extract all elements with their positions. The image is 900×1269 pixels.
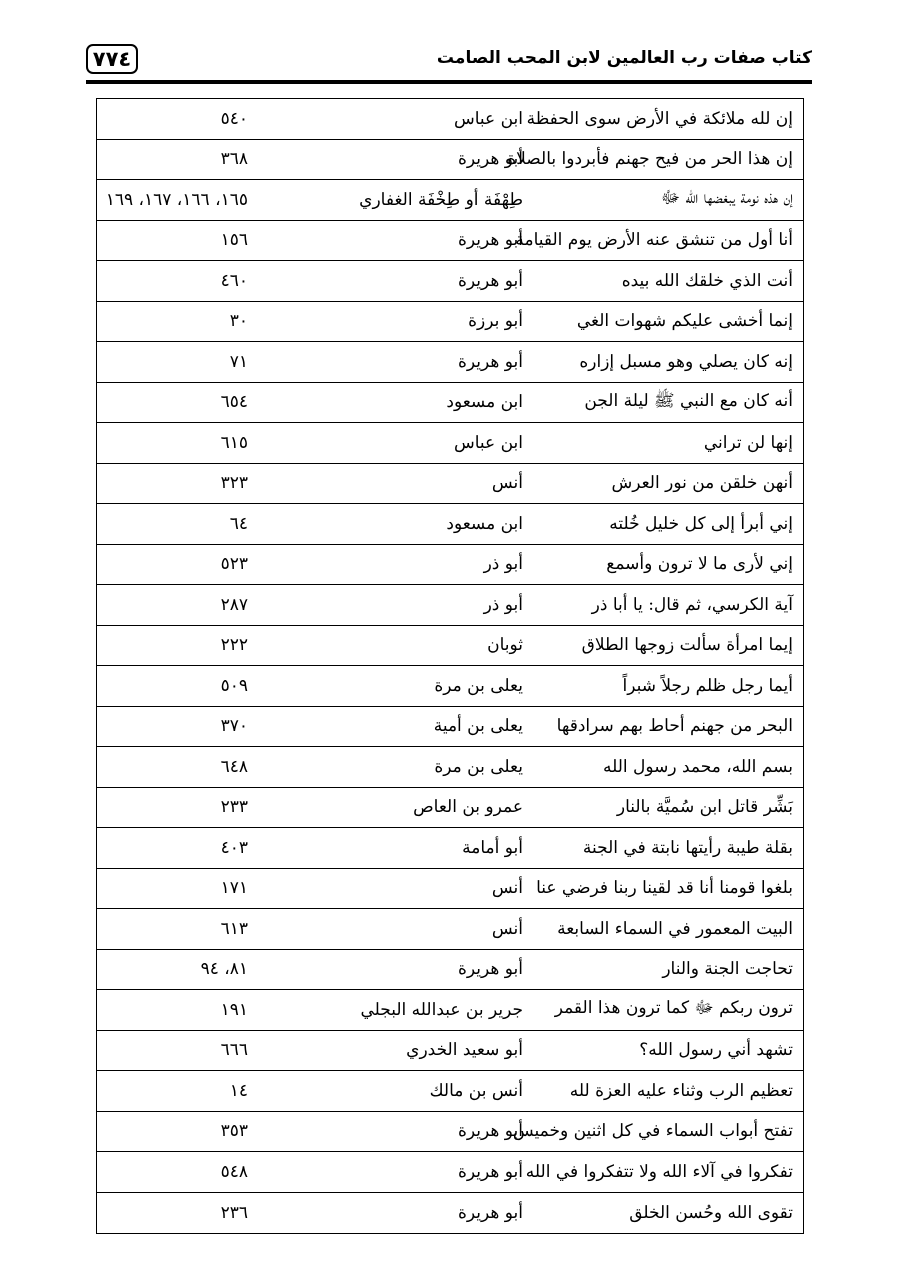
narrator: جرير بن عبدالله البجلي <box>360 999 523 1020</box>
page-references: ١٩١ <box>220 999 248 1020</box>
table-row <box>97 909 803 950</box>
page-references: ٣٦٨ <box>220 149 248 170</box>
hadith-text: أنه كان مع النبي ﷺ ليلة الجن <box>584 390 793 411</box>
table-row <box>97 261 803 302</box>
table-row <box>97 342 803 383</box>
table-row <box>97 990 803 1031</box>
narrator: أنس <box>491 473 523 494</box>
narrator: أبو ذر <box>483 554 523 575</box>
table-row <box>97 1152 803 1193</box>
table-row <box>97 1071 803 1112</box>
table-row <box>97 464 803 505</box>
hadith-text: تشهد أني رسول الله؟ <box>639 1040 793 1061</box>
table-row <box>97 626 803 667</box>
narrator: أبو هريرة <box>457 959 523 980</box>
table-row <box>97 99 803 140</box>
hadith-text: إن هذه نومة يبغضها الله ﷻ <box>660 188 793 209</box>
table-row <box>97 828 803 869</box>
hadith-text: تفكروا في آلاء الله ولا تتفكروا في الله <box>525 1161 793 1182</box>
narrator: أنس <box>491 918 523 939</box>
page-references: ٥٤٨ <box>220 1161 248 1182</box>
page-references: ١٧١ <box>220 878 248 899</box>
table-row <box>97 788 803 829</box>
hadith-text: تقوى الله وحُسن الخلق <box>629 1202 793 1223</box>
table-row <box>97 707 803 748</box>
table-row <box>97 302 803 343</box>
hadith-text: إن هذا الحر من فيح جهنم فأبردوا بالصلاة <box>507 149 793 170</box>
hadith-text: البيت المعمور في السماء السابعة <box>557 918 793 939</box>
table-row <box>97 423 803 464</box>
narrator: ثوبان <box>487 635 523 656</box>
page-references: ٦٤ <box>229 513 248 534</box>
hadith-text: إيما امرأة سألت زوجها الطلاق <box>581 635 793 656</box>
page-references: ٢٨٧ <box>220 594 248 615</box>
page-references: ٤٠٣ <box>220 837 248 858</box>
page-references: ٦٦٦ <box>220 1040 248 1061</box>
table-row <box>97 383 803 424</box>
narrator: أبو أمامة <box>462 837 523 858</box>
page-number: ٧٧٤ <box>86 44 138 74</box>
page-references: ٨١، ٩٤ <box>200 959 248 980</box>
hadith-text: إني لأرى ما لا ترون وأسمع <box>606 554 793 575</box>
table-row <box>97 1031 803 1072</box>
page-references: ٣٥٣ <box>220 1121 248 1142</box>
narrator: يعلى بن مرة <box>434 675 523 696</box>
page-header <box>86 44 812 80</box>
table-row <box>97 545 803 586</box>
narrator: يعلى بن مرة <box>434 756 523 777</box>
page-references: ٥٢٣ <box>220 554 248 575</box>
hadith-text: تحاجت الجنة والنار <box>662 959 793 980</box>
table-row <box>97 1193 803 1234</box>
narrator: أبو هريرة <box>457 230 523 251</box>
narrator: ابن عباس <box>453 108 523 129</box>
narrator: أبو هريرة <box>457 351 523 372</box>
hadith-text: البحر من جهنم أحاط بهم سرادقها <box>556 716 793 737</box>
table-row <box>97 1112 803 1153</box>
hadith-text: إني أبرأ إلى كل خليل خُلته <box>609 513 793 534</box>
hadith-text: إن لله ملائكة في الأرض سوى الحفظة <box>526 108 793 129</box>
page-references: ١٦٥، ١٦٦، ١٦٧، ١٦٩ <box>105 189 248 210</box>
page-references: ٦٤٨ <box>220 756 248 777</box>
hadith-text: إنه كان يصلي وهو مسبل إزاره <box>579 351 793 372</box>
table-row <box>97 180 803 221</box>
page-references: ٢٢٢ <box>220 635 248 656</box>
page-references: ٤٦٠ <box>220 270 248 291</box>
hadith-text: بَشِّر قاتل ابن سُميَّة بالنار <box>616 797 793 818</box>
narrator: ابن عباس <box>453 432 523 453</box>
page-references: ١٤ <box>229 1080 248 1101</box>
narrator: أنس بن مالك <box>429 1080 523 1101</box>
narrator: أبو هريرة <box>457 1202 523 1223</box>
page-references: ٣٠ <box>229 311 248 332</box>
hadith-index-table <box>96 98 804 1234</box>
narrator: أبو هريرة <box>457 270 523 291</box>
narrator: عمرو بن العاص <box>413 797 523 818</box>
hadith-text: بقلة طيبة رأيتها نابتة في الجنة <box>582 837 793 858</box>
hadith-text: تعظيم الرب وثناء عليه العزة لله <box>569 1080 793 1101</box>
narrator: أنس <box>491 878 523 899</box>
narrator: أبو سعيد الخدري <box>406 1040 523 1061</box>
book-title: كتاب صفات رب العالمين لابن المحب الصامت <box>436 48 812 68</box>
hadith-text: إنها لن تراني <box>703 432 793 453</box>
table-row <box>97 666 803 707</box>
page-references: ٦١٣ <box>220 918 248 939</box>
page-references: ٧١ <box>229 351 248 372</box>
hadith-text: آية الكرسي، ثم قال: يا أبا ذر <box>591 594 793 615</box>
narrator: يعلى بن أمية <box>433 716 523 737</box>
page-references: ٢٣٣ <box>220 797 248 818</box>
narrator: أبو هريرة <box>457 1161 523 1182</box>
narrator: طِهْفَة أو طِخْفَة الغفاري <box>359 189 523 210</box>
hadith-text: أيما رجل ظلم رجلاً شبراً <box>622 675 793 696</box>
page-references: ٣٧٠ <box>220 716 248 737</box>
table-row <box>97 747 803 788</box>
hadith-text: بسم الله، محمد رسول الله <box>602 756 793 777</box>
table-row <box>97 140 803 181</box>
narrator: أبو ذر <box>483 594 523 615</box>
narrator: ابن مسعود <box>446 392 523 413</box>
table-row <box>97 504 803 545</box>
hadith-text: أنا أول من تنشق عنه الأرض يوم القيامة <box>515 230 793 251</box>
page-references: ٥٤٠ <box>220 108 248 129</box>
hadith-text: أنهن خلقن من نور العرش <box>611 473 793 494</box>
table-row <box>97 950 803 991</box>
table-row <box>97 585 803 626</box>
narrator: ابن مسعود <box>446 513 523 534</box>
narrator: أبو برزة <box>468 311 523 332</box>
table-row <box>97 221 803 262</box>
page-references: ٦٥٤ <box>220 392 248 413</box>
narrator: أبو هريرة <box>457 149 523 170</box>
hadith-text: أنت الذي خلقك الله بيده <box>621 270 793 291</box>
hadith-text: ترون ربكم ﷻ كما ترون هذا القمر <box>554 998 793 1019</box>
header-rule <box>86 80 812 84</box>
page-references: ٦١٥ <box>220 432 248 453</box>
page-references: ١٥٦ <box>220 230 248 251</box>
page-references: ٣٢٣ <box>220 473 248 494</box>
table-row <box>97 869 803 910</box>
hadith-text: بلغوا قومنا أنا قد لقينا ربنا فرضي عنا <box>536 878 793 899</box>
hadith-text: إنما أخشى عليكم شهوات الغي <box>576 311 793 332</box>
page-references: ٥٠٩ <box>220 675 248 696</box>
hadith-text: تفتح أبواب السماء في كل اثنين وخميس <box>512 1121 793 1142</box>
page-references: ٢٣٦ <box>220 1202 248 1223</box>
narrator: أبو هريرة <box>457 1121 523 1142</box>
